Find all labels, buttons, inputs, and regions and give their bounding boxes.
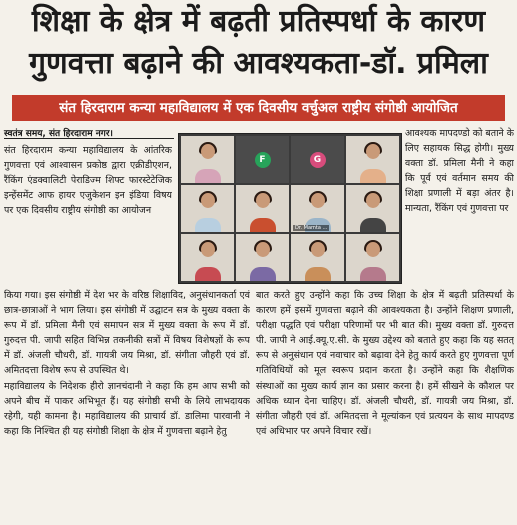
participant-face	[201, 193, 215, 208]
participant-face	[366, 144, 380, 159]
article-paragraph: बात करते हुए उन्होंने कहा कि उच्च शिक्षा के क्षेत्र में बढ़ती प्रतिस्पर्धा के कारण हमें इसमें गुणवत्ता बढ़ाने की आवश्यकता है। उन्होंने शिक्षण प्रणाली, परीक्षा पद्धति एवं परीक्षा परिणामों पर भी बात की। मुख्य वक्ता डॉ. गुरुदत्त पी. जापी ने आई.क्यू.ए.सी. के मुख्य उद्देश्य को बताते हुए कहा कि यह सतत् रूप से अनुसंधान एवं नवाचार को बढ़ावा देने हेतु कार्य करते हुए गुणवत्ता पूर्ण गतिविधियों को मूल स्वरूप प्रदान करता है। उन्होंने कहा कि शैक्षणिक संस्थाओं का मुख्य कार्य ज्ञान का प्रसार करना है। हमें सीखने के कौशल पर अधिक ध्यान देना चाहिए। डॉ. अंजली चौधरी, डॉ. गायत्री जय मिश्रा, डॉ. संगीता जौहरी एवं डॉ. अमितदत्ता ने मूल्यांकन एवं प्रत्ययन के साथ मापदण्ड एवं अधिभार पर अपने विचार रखें।	[256, 290, 514, 437]
article-column-left-top	[4, 143, 172, 286]
participant-body	[195, 169, 221, 183]
participant-tile	[346, 136, 399, 183]
participant-face	[366, 242, 380, 257]
article-column-bottom-right	[256, 288, 514, 522]
subheadline-banner: संत हिरदाराम कन्या महाविद्यालय में एक दिवसीय वर्चुअल राष्ट्रीय संगोष्ठी आयोजित	[12, 95, 505, 121]
participant-body	[195, 218, 221, 232]
article-paragraph: महाविद्यालय के निदेशक हीरो ज्ञानचंदानी ने कहा कि हम आप सभी को अपने बीच में पाकर अभिभूत हैं। यह संगोष्ठी सभी के लिये लाभदायक रहेगी, यही कामना है। महाविद्यालय की प्राचार्य डॉ. डालिमा पारवानी ने कहा कि निश्चित ही यह संगोष्ठी शिक्षा के क्षेत्र में गुणवत्ता बढ़ाने हेतु	[4, 380, 250, 437]
participant-body	[360, 267, 386, 281]
participant-body	[250, 267, 276, 281]
participant-face	[311, 193, 325, 208]
participant-tile	[236, 234, 289, 281]
participant-tile	[346, 234, 399, 281]
participant-body	[360, 169, 386, 183]
headline-line-2: गुणवत्ता बढ़ाने की आवश्यकता-डॉ. प्रमिला	[29, 46, 488, 81]
participant-face	[256, 193, 270, 208]
participant-body	[305, 267, 331, 281]
participant-face	[311, 242, 325, 257]
headline-line-1: शिक्षा के क्षेत्र में बढ़ती प्रतिस्पर्धा के कारण	[31, 4, 486, 39]
participant-tile	[181, 185, 234, 232]
byline-divider	[4, 138, 174, 139]
participant-body	[195, 267, 221, 281]
participant-face	[201, 242, 215, 257]
article-paragraph: किया गया। इस संगोष्ठी में देश भर के वरिष्ठ शिक्षाविद, अनुसंधानकर्ता एवं छात्र-छात्राओं ने भाग लिया। इस संगोष्ठी में उद्घाटन सत्र के मुख्य वक्ता के रूप में डॉ. प्रमिला मैनी एवं समापन सत्र में मुख्य वक्ता के रूप में डॉ. गुरुदत्त पी. जापी सहित विभिन्न तकनीकी सत्रों में विषय विशेषज्ञों के रूप में डॉ. अंजली चौधरी, डॉ. गायत्री जय मिश्रा, डॉ. संगीता जौहरी एवं डॉ. अमितदत्ता विशेष रूप से उपस्थित थे।	[4, 290, 250, 377]
participant-tile	[181, 234, 234, 281]
participant-avatar-icon: F	[255, 152, 271, 168]
participant-body	[360, 218, 386, 232]
byline: स्वतंत्र समय, संत हिरदाराम नगर।	[4, 129, 113, 139]
participant-name-label: Dr. Mamta ...	[295, 225, 328, 231]
participant-face	[201, 144, 215, 159]
participant-tile	[236, 185, 289, 232]
participant-tile	[236, 136, 289, 183]
article-paragraph: संत हिरदाराम कन्या महाविद्यालय के आंतरिक गुणवत्ता एवं आश्वासन प्रकोष्ठ द्वारा एक्रीडीएशन, रैंकिंग एंडक्वालिटी पेराडिज्म शिफ्ट फारस्टेटेजिक इन्हेंसमेंट आफ हायर एजुकेशन इन इंडिया विषय पर एक दिवसीय राष्ट्रीय संगोष्ठी का आयोजन	[4, 145, 172, 217]
participant-avatar-icon: G	[310, 152, 326, 168]
participant-tile	[181, 136, 234, 183]
participant-tile	[346, 185, 399, 232]
participant-tile	[291, 234, 344, 281]
participant-face	[366, 193, 380, 208]
participant-body	[250, 218, 276, 232]
participant-tile	[291, 185, 344, 232]
participant-tile	[291, 136, 344, 183]
participant-face	[256, 242, 270, 257]
virtual-meeting-photo	[178, 133, 402, 284]
article-paragraph: आवश्यक मापदण्डो को बताने के लिए सहायक सिद्ध होगी। मुख्य वक्ता डॉ. प्रमिला मैनी ने कहा कि पूर्व एवं वर्तमान समय की शिक्षा प्रणाली में बड़ा अंतर है। मान्यता, रैंकिंग एवं गुणवत्ता पर	[405, 128, 514, 215]
article-column-right-top	[405, 126, 514, 287]
article-column-bottom-left	[4, 288, 250, 522]
